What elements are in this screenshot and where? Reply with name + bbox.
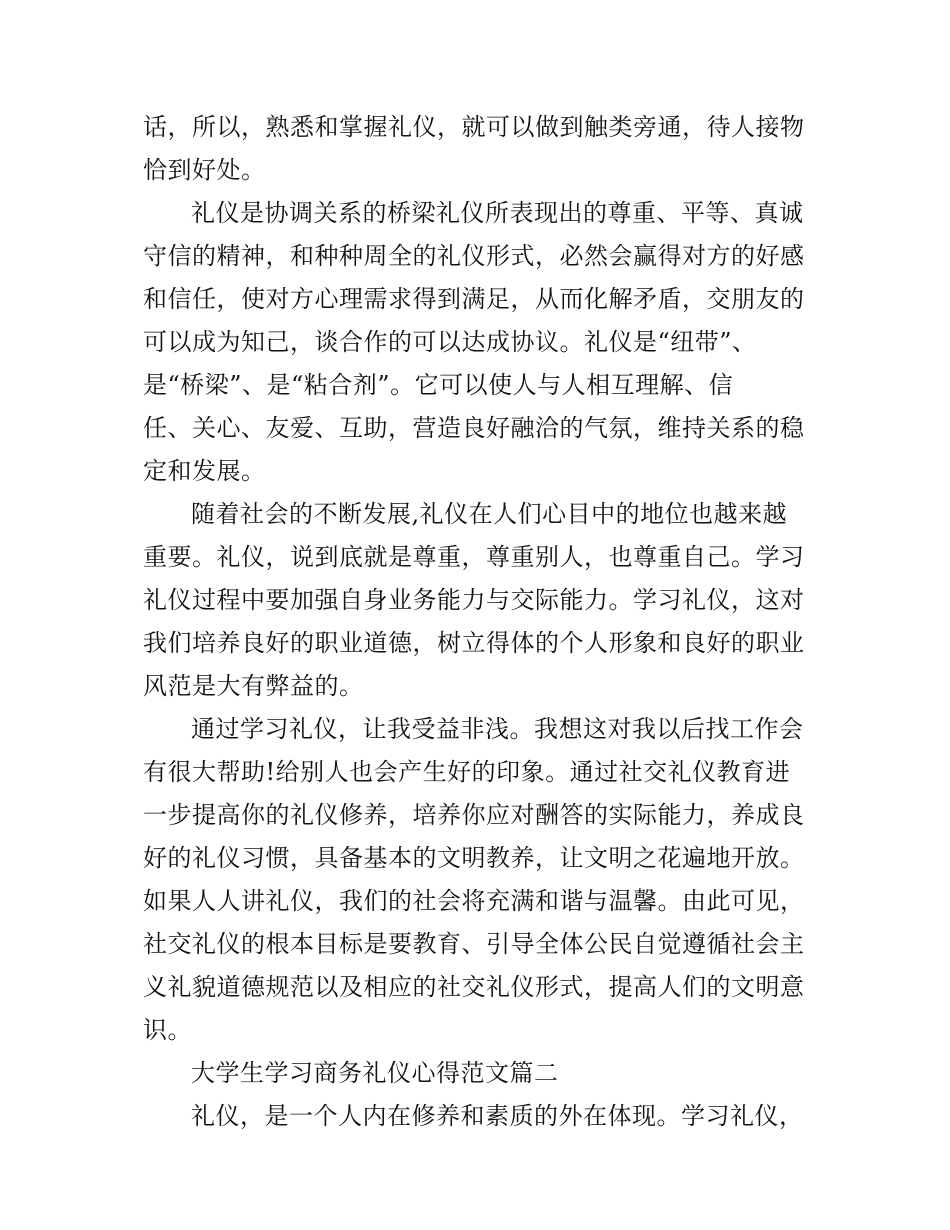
text-line: 社交礼仪的根本目标是要教育、引导全体公民自觉遵循社会主 bbox=[143, 930, 805, 958]
text-line: 重要。礼仪，说到底就是尊重，尊重别人，也尊重自己。学习 bbox=[143, 543, 805, 571]
text-line: 礼仪是协调关系的桥梁礼仪所表现出的尊重、平等、真诚 bbox=[191, 199, 804, 227]
text-line: 我们培养良好的职业道德，树立得体的个人形象和良好的职业 bbox=[143, 629, 805, 657]
text-line: 如果人人讲礼仪，我们的社会将充满和谐与温馨。由此可见， bbox=[143, 887, 805, 915]
text-line: 一步提高你的礼仪修养，培养你应对酬答的实际能力，养成良 bbox=[143, 801, 805, 829]
text-line: 义礼貌道德规范以及相应的社交礼仪形式，提高人们的文明意 bbox=[143, 973, 805, 1001]
text-line: 可以成为知己，谈合作的可以达成协议。礼仪是“纽带”、 bbox=[143, 328, 757, 356]
text-line: 识。 bbox=[143, 1016, 192, 1044]
text-line: 礼仪过程中要加强自身业务能力与交际能力。学习礼仪，这对 bbox=[143, 586, 805, 614]
text-line: 有很大帮助!给别人也会产生好的印象。通过社交礼仪教育进 bbox=[143, 758, 791, 786]
text-line: 话，所以，熟悉和掌握礼仪，就可以做到触类旁通，待人接物 bbox=[143, 113, 805, 141]
text-line: 是“桥梁”、是“粘合剂”。它可以使人与人相互理解、信 bbox=[143, 371, 734, 399]
text-line: 随着社会的不断发展,礼仪在人们心目中的地位也越来越 bbox=[191, 500, 788, 528]
text-line: 礼仪，是一个人内在修养和素质的外在体现。学习礼仪， bbox=[191, 1102, 804, 1130]
text-line: 守信的精神，和种种周全的礼仪形式，必然会赢得对方的好感 bbox=[143, 242, 805, 270]
text-line: 定和发展。 bbox=[143, 457, 266, 485]
section-heading: 大学生学习商务礼仪心得范文篇二 bbox=[191, 1059, 559, 1087]
text-line: 好的礼仪习惯，具备基本的文明教养，让文明之花遍地开放。 bbox=[143, 844, 805, 872]
text-line: 通过学习礼仪，让我受益非浅。我想这对我以后找工作会 bbox=[191, 715, 804, 743]
text-line: 和信任，使对方心理需求得到满足，从而化解矛盾，交朋友的 bbox=[143, 285, 805, 313]
text-line: 任、关心、友爱、互助，营造良好融洽的气氛，维持关系的稳 bbox=[143, 414, 805, 442]
text-line: 风范是大有弊益的。 bbox=[143, 672, 364, 700]
text-line: 恰到好处。 bbox=[143, 156, 266, 184]
